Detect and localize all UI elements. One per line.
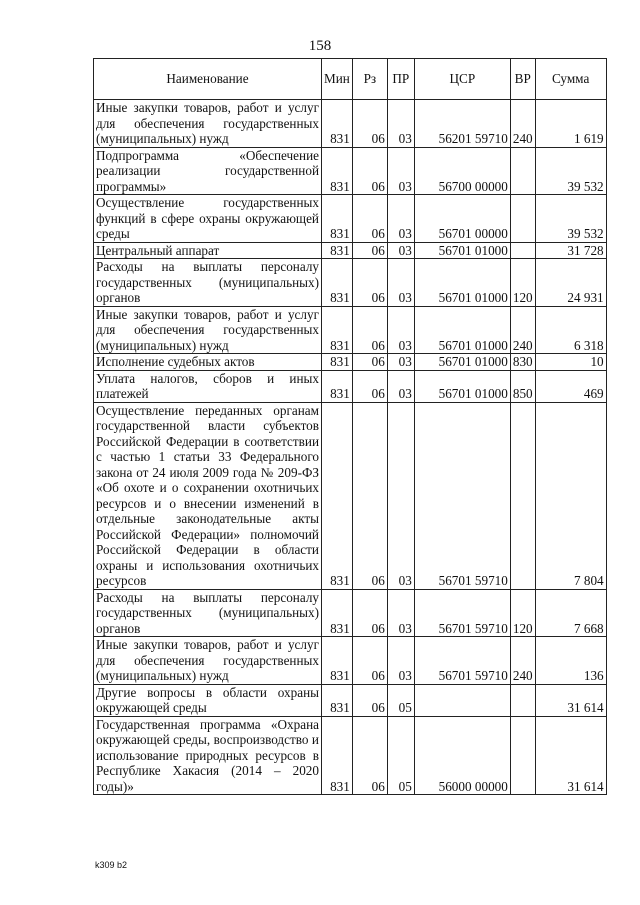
header-min: Мин <box>322 59 353 100</box>
row-vr: 240 <box>510 100 535 148</box>
row-vr: 850 <box>510 370 535 402</box>
row-vr: 830 <box>510 354 535 371</box>
row-min: 831 <box>322 306 353 354</box>
row-sum: 39 532 <box>535 147 606 195</box>
row-sum: 10 <box>535 354 606 371</box>
row-pr: 03 <box>387 242 414 259</box>
row-sum: 31 614 <box>535 716 606 795</box>
row-sum: 24 931 <box>535 259 606 307</box>
row-name: Осуществление переданных органам государственной власти субъектов Российской Федерации в соответствии с частью 1 статьи 33 Федерального закона от 24 июля 2009 года № 209-ФЗ «Об охоте и о сохранении охотничьих ресурсов и о внесении изменений в отдельные законодательные акты Российской Федерации» полномочий Российской Федерации в области охраны и использования охотничьих ресурсов <box>94 402 322 589</box>
row-min: 831 <box>322 402 353 589</box>
row-rz: 06 <box>352 589 387 637</box>
row-pr: 05 <box>387 684 414 716</box>
row-rz: 06 <box>352 716 387 795</box>
row-csr: 56700 00000 <box>414 147 510 195</box>
table-row <box>94 147 607 195</box>
row-pr: 03 <box>387 370 414 402</box>
table-row <box>94 589 607 637</box>
row-csr: 56000 00000 <box>414 716 510 795</box>
row-name: Центральный аппарат <box>94 242 322 259</box>
row-name: Исполнение судебных актов <box>94 354 322 371</box>
row-sum: 6 318 <box>535 306 606 354</box>
row-min: 831 <box>322 147 353 195</box>
row-name: Подпрограмма «Обеспечение реализации государственной программы» <box>94 147 322 195</box>
row-name: Иные закупки товаров, работ и услуг для обеспечения государственных (муниципальных) нужд <box>94 637 322 685</box>
row-vr <box>510 716 535 795</box>
row-pr: 03 <box>387 354 414 371</box>
row-vr <box>510 684 535 716</box>
row-csr: 56701 01000 <box>414 306 510 354</box>
row-pr: 05 <box>387 716 414 795</box>
header-csr: ЦСР <box>414 59 510 100</box>
header-rz: Рз <box>352 59 387 100</box>
row-rz: 06 <box>352 306 387 354</box>
row-csr: 56701 00000 <box>414 195 510 243</box>
table-row <box>94 637 607 685</box>
row-rz: 06 <box>352 242 387 259</box>
row-csr: 56701 01000 <box>414 354 510 371</box>
row-min: 831 <box>322 637 353 685</box>
row-csr: 56701 59710 <box>414 637 510 685</box>
row-name: Другие вопросы в области охраны окружающей среды <box>94 684 322 716</box>
row-pr: 03 <box>387 147 414 195</box>
row-rz: 06 <box>352 402 387 589</box>
row-pr: 03 <box>387 306 414 354</box>
row-name: Осуществление государственных функций в сфере охраны окружающей среды <box>94 195 322 243</box>
header-vr: ВР <box>510 59 535 100</box>
table-row <box>94 684 607 716</box>
row-sum: 31 614 <box>535 684 606 716</box>
row-csr: 56701 59710 <box>414 402 510 589</box>
header-sum: Сумма <box>535 59 606 100</box>
row-rz: 06 <box>352 147 387 195</box>
row-name: Расходы на выплаты персоналу государственных (муниципальных) органов <box>94 259 322 307</box>
table-row <box>94 354 607 371</box>
row-csr <box>414 684 510 716</box>
row-rz: 06 <box>352 370 387 402</box>
row-min: 831 <box>322 589 353 637</box>
row-min: 831 <box>322 100 353 148</box>
row-pr: 03 <box>387 100 414 148</box>
header-name: Наименование <box>94 59 322 100</box>
row-rz: 06 <box>352 684 387 716</box>
row-vr <box>510 402 535 589</box>
footer-code: k309 b2 <box>95 860 128 870</box>
row-name: Расходы на выплаты персоналу государственных (муниципальных) органов <box>94 589 322 637</box>
row-sum: 7 668 <box>535 589 606 637</box>
row-min: 831 <box>322 195 353 243</box>
row-sum: 7 804 <box>535 402 606 589</box>
row-vr <box>510 242 535 259</box>
row-name: Уплата налогов, сборов и иных платежей <box>94 370 322 402</box>
row-rz: 06 <box>352 259 387 307</box>
row-vr <box>510 147 535 195</box>
row-csr: 56701 01000 <box>414 242 510 259</box>
row-sum: 469 <box>535 370 606 402</box>
row-sum: 1 619 <box>535 100 606 148</box>
row-csr: 56701 59710 <box>414 589 510 637</box>
table-row <box>94 716 607 795</box>
row-sum: 31 728 <box>535 242 606 259</box>
row-name: Иные закупки товаров, работ и услуг для обеспечения государственных (муниципальных) нужд <box>94 306 322 354</box>
row-rz: 06 <box>352 354 387 371</box>
table-row <box>94 306 607 354</box>
row-name: Государственная программа «Охрана окружающей среды, воспроизводство и использование природных ресурсов в Республике Хакасия (2014 – 2020 годы)» <box>94 716 322 795</box>
row-rz: 06 <box>352 195 387 243</box>
row-sum: 136 <box>535 637 606 685</box>
row-min: 831 <box>322 242 353 259</box>
row-vr: 120 <box>510 589 535 637</box>
row-pr: 03 <box>387 195 414 243</box>
row-vr <box>510 195 535 243</box>
row-pr: 03 <box>387 637 414 685</box>
table-row <box>94 402 607 589</box>
row-min: 831 <box>322 684 353 716</box>
row-csr: 56701 01000 <box>414 370 510 402</box>
table-row <box>94 370 607 402</box>
page-number: 158 <box>308 38 332 54</box>
table-row <box>94 242 607 259</box>
row-pr: 03 <box>387 259 414 307</box>
row-csr: 56201 59710 <box>414 100 510 148</box>
row-sum: 39 532 <box>535 195 606 243</box>
table-row <box>94 195 607 243</box>
row-name: Иные закупки товаров, работ и услуг для обеспечения государственных (муниципальных) нужд <box>94 100 322 148</box>
row-min: 831 <box>322 259 353 307</box>
row-rz: 06 <box>352 100 387 148</box>
table-header-row <box>94 59 607 100</box>
row-rz: 06 <box>352 637 387 685</box>
row-min: 831 <box>322 354 353 371</box>
budget-table <box>93 58 607 795</box>
row-pr: 03 <box>387 402 414 589</box>
table-row <box>94 100 607 148</box>
row-min: 831 <box>322 370 353 402</box>
row-pr: 03 <box>387 589 414 637</box>
table-row <box>94 259 607 307</box>
row-vr: 240 <box>510 637 535 685</box>
row-vr: 240 <box>510 306 535 354</box>
row-min: 831 <box>322 716 353 795</box>
header-pr: ПР <box>387 59 414 100</box>
row-vr: 120 <box>510 259 535 307</box>
row-csr: 56701 01000 <box>414 259 510 307</box>
